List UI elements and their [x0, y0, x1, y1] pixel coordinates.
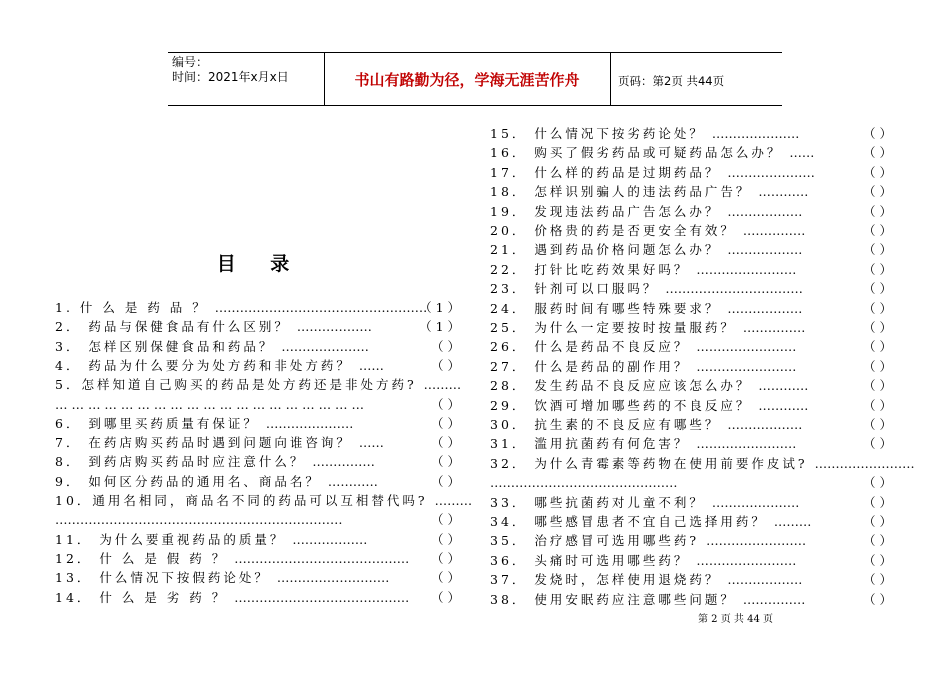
toc-entry-dots: ………………………………………: [490, 475, 678, 491]
toc-entry-dots: ………………………: [276, 570, 390, 586]
toc-entry-text: 21． 遇到药品价格问题怎么办？: [490, 242, 728, 258]
toc-entry-text: 18． 怎样识别骗人的违法药品广告？: [490, 184, 759, 200]
toc-entry-text: 15． 什么情况下按劣药论处？: [490, 126, 712, 141]
toc-entry: [55, 549, 460, 568]
toc-entry: [490, 240, 892, 259]
toc-entry-dots: ……………………: [696, 552, 797, 568]
toc-entry-page: （ ）: [863, 300, 892, 316]
toc-entry-dots: ………………: [292, 531, 368, 547]
toc-entry-page: （ ）: [431, 570, 460, 586]
toc-entry-text: 9． 如何区分药品的通用名、商品名？: [55, 473, 328, 489]
toc-entry-dots: ……………………: [696, 436, 797, 452]
toc-entry-dots: … … … … … … … … … … … … … … … … … … …: [55, 396, 365, 412]
toc-entry: [55, 588, 460, 607]
toc-entry-page: （ ）: [863, 184, 892, 200]
toc-entry: [55, 491, 473, 510]
header-meta: [172, 55, 289, 85]
toc-entry-dots: ………………: [727, 572, 803, 588]
toc-entry: [55, 510, 460, 529]
toc-entry: [55, 395, 460, 414]
toc-entry-dots: ………………: [727, 242, 803, 258]
toc-entry-dots: ……………………………………: [234, 550, 410, 566]
toc-entry: [490, 551, 892, 570]
toc-entry-text: 33． 哪些抗菌药对儿童不利？: [490, 494, 712, 510]
toc-entry-page: （ ）: [431, 550, 460, 566]
toc-entry-text: 31． 滥用抗菌药有何危害？: [490, 436, 697, 452]
toc-entry: [490, 143, 892, 162]
toc-entry-dots: ………………: [727, 203, 803, 219]
toc-entry: [490, 454, 915, 473]
toc-entry-dots: …………………: [727, 164, 815, 180]
toc-entry-text: 30． 抗生素的不良反应有哪些？: [490, 417, 728, 432]
toc-entry-text: 24． 服药时间有哪些特殊要求？: [490, 300, 728, 316]
toc-entry-text: 34． 哪些感冒患者不宜自己选择用药？: [490, 514, 774, 529]
toc-entry: [490, 434, 892, 453]
toc-entry-page: （ ）: [863, 242, 892, 258]
toc-entry-page: （ ）: [863, 203, 892, 219]
toc-entry-text: 8． 到药店购买药品时应注意什么？: [55, 454, 313, 470]
header-divider: [610, 53, 611, 105]
toc-entry-text: 22． 打针比吃药效果好吗？: [490, 261, 697, 277]
toc-entry-dots: …………: [327, 473, 378, 489]
toc-entry-page: （ ）: [431, 338, 460, 354]
toc-entry-dots: …………: [758, 184, 809, 200]
toc-entry-page: （ ）: [863, 126, 892, 141]
toc-entry: [55, 472, 460, 491]
toc-entry-page: （ ）: [863, 494, 892, 510]
toc-entry-dots: ……………: [312, 454, 375, 470]
toc-entry-text: 5．怎样知道自己购买的药品是处方药还是非处方药?: [55, 377, 424, 393]
toc-entry-page: （ ）: [863, 261, 892, 277]
toc-entry: [490, 570, 892, 589]
toc-entry-page: （ ）: [431, 357, 460, 373]
toc-entry: [490, 415, 892, 434]
toc-entry-dots: ……………………: [696, 358, 797, 374]
toc-entry-dots: ……………………………………………: [214, 300, 428, 315]
toc-entry-dots: ……………………………………………………………: [55, 512, 343, 528]
toc-entry: [55, 298, 460, 317]
header-page-label: 页码：第2页 共44页: [618, 74, 725, 88]
toc-entry-page: （ ）: [863, 475, 892, 491]
toc-entry-dots: ………………: [296, 319, 372, 335]
toc-entry-dots: …………: [758, 378, 809, 394]
toc-left-column: [55, 298, 473, 618]
toc-entry-dots: …………: [758, 397, 809, 413]
toc-entry-dots: ……………………: [696, 261, 797, 277]
toc-entry-page: （ ）: [863, 358, 892, 374]
toc-entry-text: 2． 药品与保健食品有什么区别？: [55, 319, 297, 335]
toc-entry: [55, 337, 460, 356]
toc-entry-text: 1. 什 么 是 药 品 ？: [55, 300, 215, 315]
toc-entry: [490, 493, 892, 512]
toc-entry-dots: ……………: [742, 591, 806, 607]
toc-entry: [55, 317, 460, 336]
toc-entry-page: （ ）: [863, 533, 892, 549]
number-label: 编号：: [172, 55, 209, 69]
toc-entry: [490, 376, 892, 395]
toc-entry: [55, 568, 460, 587]
toc-entry-text: 26． 什么是药品不良反应？: [490, 339, 697, 355]
toc-entry: [490, 396, 892, 415]
toc-entry-text: 10．通用名相同，商品名不同的药品可以互相替代吗?: [55, 493, 435, 508]
toc-entry-text: 25． 为什么一定要按时按量服药？: [490, 320, 743, 335]
toc-entry: [55, 452, 460, 471]
toc-entry-dots: ……………………………………: [234, 589, 410, 605]
toc-entry-dots: ……………………: [696, 339, 797, 355]
toc-entry: [490, 512, 892, 531]
page-footer: 第 2 页 共 44 页: [698, 614, 773, 625]
toc-entry: [55, 433, 460, 452]
toc-entry-page: （ ）: [863, 397, 892, 413]
toc-entry-text: 38． 使用安眠药应注意哪些问题？: [490, 591, 743, 607]
toc-entry-text: 23． 针剂可以口服吗？: [490, 281, 666, 297]
toc-entry-page: （ ）: [863, 417, 892, 432]
toc-entry-page: （ ）: [863, 320, 892, 335]
toc-entry: [490, 299, 892, 318]
toc-entry-dots: ……: [789, 145, 815, 161]
toc-entry-page: （ 1 ）: [419, 319, 460, 335]
toc-entry-dots: …………………: [281, 338, 369, 354]
toc-entry-page: （ 1 ）: [419, 300, 460, 315]
toc-entry-text: 11． 为什么要重视药品的质量？: [55, 531, 293, 547]
toc-entry: [490, 279, 892, 298]
toc-entry-page: （ ）: [431, 435, 460, 451]
toc-entry-text: 32． 为什么青霉素等药物在使用前要作皮试?: [490, 455, 815, 471]
toc-entry: [490, 318, 892, 337]
toc-entry: [490, 357, 892, 376]
toc-entry-dots: …………………: [265, 415, 354, 431]
toc-entry-page: （ ）: [431, 473, 460, 489]
toc-entry: [490, 337, 892, 356]
toc-entry-text: 35． 治疗感冒可选用哪些药?: [490, 533, 707, 549]
header-divider: [324, 53, 325, 105]
toc-entry-text: 28． 发生药品不良反应应该怎么办？: [490, 378, 759, 394]
toc-entry-text: 12． 什 么 是 假 药 ？: [55, 550, 235, 566]
toc-entry: [490, 260, 892, 279]
toc-entry-text: 29． 饮酒可增加哪些药的不良反应？: [490, 397, 759, 413]
toc-entry-dots: …………………: [711, 126, 800, 141]
toc-entry-text: 4． 药品为什么要分为处方药和非处方药？: [55, 357, 359, 373]
header-motto: 书山有路勤为径，学海无涯苦作舟: [354, 71, 580, 89]
toc-entry-dots: ……: [358, 357, 384, 373]
toc-right-column: [490, 124, 915, 614]
toc-entry-dots: ……………: [742, 223, 806, 238]
toc-entry-page: （ ）: [431, 415, 460, 431]
toc-entry: [490, 163, 892, 182]
toc-entry-text: 16． 购买了假劣药品或可疑药品怎么办？: [490, 145, 790, 161]
toc-title: 目 录: [216, 253, 304, 275]
toc-entry: [55, 414, 460, 433]
toc-entry: [55, 530, 460, 549]
toc-entry-dots: ……………………: [706, 533, 807, 549]
toc-entry-page: （ ）: [863, 572, 892, 588]
time-label: 时间：2021年x月x日: [172, 70, 289, 84]
toc-entry-text: 36． 头痛时可选用哪些药？: [490, 552, 697, 568]
toc-entry: [490, 590, 892, 609]
toc-entry-page: （ ）: [863, 552, 892, 568]
toc-entry: [490, 182, 892, 201]
toc-entry-page: （ ）: [863, 223, 892, 238]
toc-entry-dots: ……: [358, 435, 384, 451]
toc-entry: [490, 531, 892, 550]
toc-entry-page: （ ）: [863, 591, 892, 607]
toc-entry: [490, 202, 892, 221]
toc-entry-page: （ ）: [431, 512, 460, 528]
toc-entry-text: 14． 什 么 是 劣 药 ？: [55, 589, 235, 605]
toc-entry-page: （ ）: [863, 281, 892, 297]
toc-entry-dots: ………………: [727, 300, 803, 316]
toc-entry-page: （ ）: [863, 514, 892, 529]
toc-entry-page: （ ）: [431, 454, 460, 470]
toc-entry-page: （ ）: [863, 145, 892, 161]
toc-entry-dots: ……………………: [814, 455, 915, 471]
toc-entry: [490, 124, 892, 143]
toc-entry: [55, 356, 460, 375]
toc-entry-text: 17． 什么样的药品是过期药品？: [490, 164, 728, 180]
page-header: [168, 52, 782, 106]
toc-entry: [490, 221, 892, 240]
toc-entry-page: （ ）: [863, 378, 892, 394]
toc-entry-page: （ ）: [431, 531, 460, 547]
toc-entry-text: 13． 什么情况下按假药论处？: [55, 570, 277, 586]
toc-entry-dots: ………: [773, 514, 812, 529]
toc-entry-text: 19． 发现违法药品广告怎么办？: [490, 203, 728, 219]
toc-entry-dots: ……………: [742, 320, 806, 335]
toc-entry-page: （ ）: [863, 339, 892, 355]
toc-entry-dots: …………………: [711, 494, 800, 510]
toc-entry-dots: ………: [434, 493, 473, 508]
toc-entry-text: 7． 在药店购买药品时遇到问题向谁咨询？: [55, 435, 359, 451]
toc-entry-page: （ ）: [431, 396, 460, 412]
toc-entry-page: （ ）: [431, 589, 460, 605]
toc-entry-dots: ………: [423, 377, 462, 393]
toc-entry-page: （ ）: [863, 436, 892, 452]
toc-entry-dots: ……………………………: [665, 281, 803, 297]
toc-entry-text: 37． 发烧时，怎样使用退烧药？: [490, 572, 728, 588]
toc-entry: [490, 473, 892, 492]
toc-entry-page: （ ）: [863, 164, 892, 180]
toc-entry-dots: ………………: [727, 417, 803, 432]
toc-entry-text: 20． 价格贵的药是否更安全有效？: [490, 223, 743, 238]
toc-entry-text: 27． 什么是药品的副作用？: [490, 358, 697, 374]
toc-entry-text: 3． 怎样区别保健食品和药品？: [55, 338, 282, 354]
toc-entry: [55, 375, 460, 394]
toc-entry-text: 6． 到哪里买药质量有保证？: [55, 415, 266, 431]
